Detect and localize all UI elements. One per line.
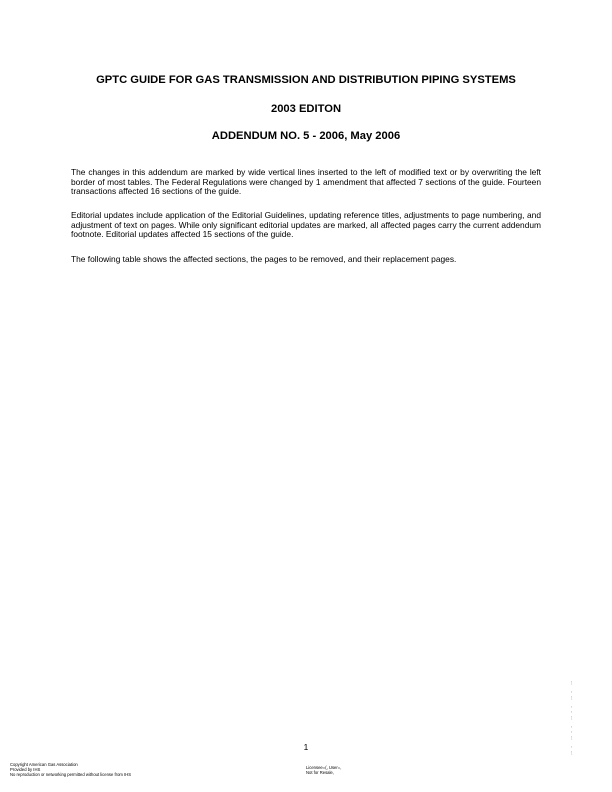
footer-copyright	[10, 762, 131, 778]
footer-licensee-line: Licensee=(, User=,	[306, 765, 342, 770]
addendum-heading: ADDENDUM NO. 5 - 2006, May 2006	[211, 130, 401, 142]
footer-resale-line: Not for Resale,	[306, 770, 334, 776]
footer-provider-line: Provided by IHS	[10, 767, 41, 773]
table-intro-paragraph: The following table shows the affected sections, the pages to be removed, and their replacement pages.	[71, 254, 457, 264]
page-number: 1	[303, 742, 309, 752]
margin-watermark: , ` , , ` , , , ` , , , ` , , `	[571, 678, 573, 758]
footer-licensee	[306, 765, 341, 775]
intro-paragraph: The changes in this addendum are marked by wide vertical lines inserted to the left of modified text or by overwriting the left border of most tables. The Federal Regulations were changed by 1 amendment that affected 7 sections of the guide. Fourteen transactions affected 16 sections of the guide.	[71, 167, 541, 197]
footer-license-line: No reproduction or networking permitted without license from IHS	[10, 772, 132, 778]
document-title: GPTC GUIDE FOR GAS TRANSMISSION AND DISTRIBUTION PIPING SYSTEMS	[96, 74, 516, 86]
edition-heading: 2003 EDITON	[270, 103, 342, 115]
footer-copyright-line: Copyright American Gas Association	[10, 762, 78, 767]
editorial-paragraph: Editorial updates include application of the Editorial Guidelines, updating reference titles, adjustments to page numbering, and adjustment of text on pages. While only significant editorial updates are marked, all affected pages carry the current addendum footnote. Editorial updates affected 15 sections of the guide.	[71, 210, 541, 240]
